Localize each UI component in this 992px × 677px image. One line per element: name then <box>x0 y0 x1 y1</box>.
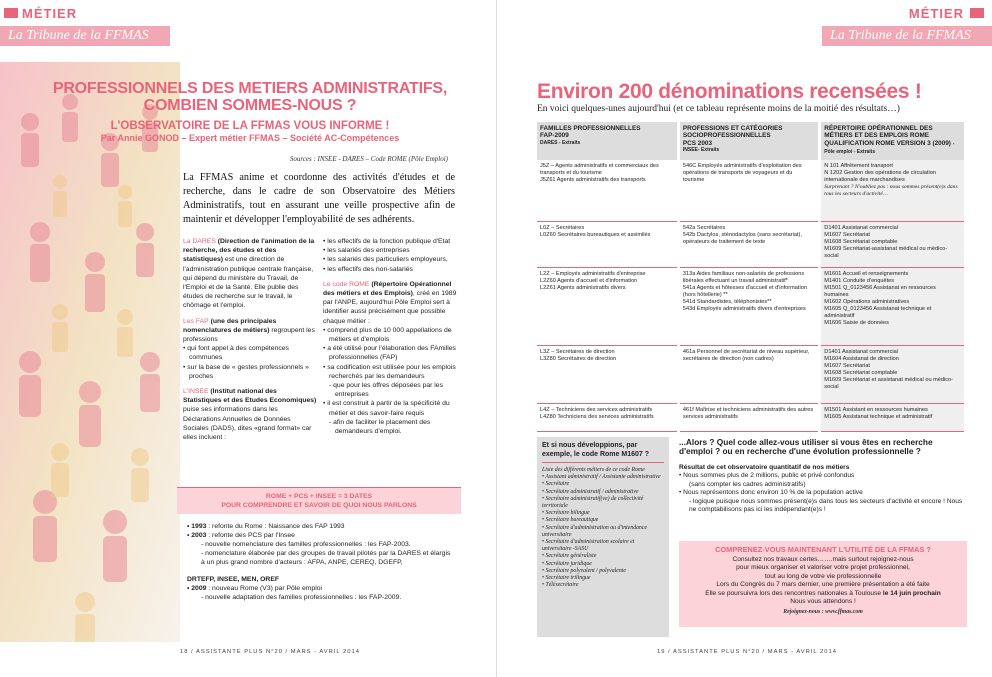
section-label: MÉTIER <box>22 6 78 21</box>
table-cell: L3Z – Secrétaires de direction L3Z80 Secrétaires de direction <box>537 346 678 404</box>
list-item: • Secrétaire d'administration scolaire et universitaire -SASU <box>542 539 635 553</box>
date-2003-detail: - nomenclature élaborée par des groupes de travail pilotés par la DARES et élargis à un plus grand nombre d'acteurs : AFPA, ANPE, CEREQ, DGEFP, <box>201 550 451 566</box>
dates-box <box>177 487 461 637</box>
table-row <box>537 404 966 432</box>
question-heading: ...Alors ? Quel code allez-vous utiliser si vous êtes en recherche d'emploi ? ou en recherche d'une évolution professionnelle ? <box>679 437 933 456</box>
table-cell: L2Z – Employés administratifs d'entreprise L2Z60 Agents d'accueil et d'information L2Z61 Agents administratifs divers <box>537 268 678 346</box>
table-cell: D1401 Assistanat commercial M1604 Assistanat de direction M1607 Secrétariat M1608 Secrétariat comptable M1609 Secrétariat et assistanat médical ou médico-social <box>820 346 966 404</box>
text-column-left <box>183 237 317 448</box>
list-item: • il est construit à partir de la spécificité du métier et des savoir-faire requis <box>323 400 450 417</box>
tribune-band: La Tribune de la FFMAS <box>822 26 992 46</box>
list-item: • les salariés des particuliers employeurs, <box>323 256 448 264</box>
list-item: • comprend plus de 10 000 appellations de métiers et d'emplois <box>323 326 452 344</box>
orgs-line: DRTEFP, INSEE, MEN, OREF <box>187 576 280 583</box>
text-column-right <box>323 237 457 436</box>
professions-table <box>537 122 967 432</box>
list-item: • Assistant administratif / Assistante administrative <box>542 474 661 481</box>
intro-paragraph: La FFMAS anime et coordonne des activités d'études et de recherche, dans le cadre de son Observatoire des Métiers Administratifs, tout en assurant une veille prospective afin de maintenir et développer l'employabilité de ses adhérents. <box>183 172 455 225</box>
list-item: • sur la base de « gestes professionnels » proches <box>183 363 309 380</box>
date-2003-detail: - nouvelle nomenclature des familles professionnelles : les FAP-2003. <box>201 541 411 548</box>
list-item: • les salariés des entreprises <box>323 247 410 255</box>
table-header-row <box>537 122 966 160</box>
date-2003: • 2003 : refonte des PCS par l'Insee <box>187 532 295 539</box>
callout-heading: COMPRENEZ-VOUS MAINTENANT L'UTILITÉ DE LA FFMAS ? <box>715 545 931 554</box>
article-title-block <box>40 80 460 143</box>
list-item: • Secrétaire généraliste <box>542 553 597 560</box>
rome-paragraph: Le code ROME (Répertoire Opérationnel des métiers et des Emplois), créé en 1989 par l'ANPE, aujourd'hui Pôle Emploi sert à identifier aussi précisément que possible chaque métier : <box>323 280 457 325</box>
fap-paragraph: Les FAP (une des principales nomenclatures de métiers) regroupent les professions <box>183 317 315 344</box>
sources-note: Sources : INSEE - DARES – Code ROME (Pôle Emploi) <box>289 155 448 163</box>
list-item: • sa codification est utilisée pour les emplois recherchés par les demandeurs <box>323 363 456 380</box>
article-title-line2: COMBIEN SOMMES-NOUS ? <box>143 97 357 114</box>
date-1993: • 1993 : refonte du Rome : Naissance des FAP 1993 <box>187 523 345 530</box>
table-cell: N 101 Affrètement transport N 1202 Gestion des opérations de circulation internationale des marchandises Surprenant ? N'oubliez pas : nous sommes présent(e)s dans tous les secteurs d'activité… <box>820 160 966 222</box>
list-item: • Secrétaire d'administration ou d'intendance universitaire <box>542 524 648 538</box>
table-row <box>537 346 966 404</box>
list-item: • Secrétaire administratif(ve) de collectivité territoriale <box>542 495 644 510</box>
table-cell: D1401 Assistanat commercial M1607 Secrétariat M1608 Secrétariat comptable M1609 Secrétariat-assistanat médical ou médico-social <box>820 222 966 268</box>
fap-list <box>183 344 317 381</box>
article-author: Par Annie GONOD – Expert métier FFMAS – Société AC-Compétences <box>100 133 400 143</box>
page-footer: 18 / ASSISTANTE PLUS N°20 / MARS - AVRIL 2014 <box>180 649 360 655</box>
list-item: • les effectifs de la fonction publique d'Etat <box>323 238 451 245</box>
article-title-line1: PROFESSIONNELS DES METIERS ADMINISTRATIFS, <box>52 80 448 97</box>
article-subtitle: L'OBSERVATOIRE DE LA FFMAS VOUS INFORME ! <box>110 120 390 132</box>
column-header: FAMILLES PROFESSIONNELLES FAP-2009 DARES - Extraits <box>537 122 678 160</box>
list-item: • qui font appel à des compétences communes <box>183 345 289 362</box>
list-item: • Secrétaire <box>542 481 570 488</box>
section-marker <box>4 8 18 18</box>
rome-list <box>323 326 457 436</box>
question-body: Résultat de cet observatoire quantitatif de nos métiers • Nous sommes plus de 2 millions, public et privé confondus (sans compter les cadres administratifs) • Nous représentons donc environ 10 % de la population active - logique puisque nous sommes présent(e)s dans tous les secteurs d'activité et encore ! Nous ne comptabilisons pas ici les indépendant(e)s ! <box>679 464 963 514</box>
section-label: MÉTIER <box>908 6 964 21</box>
list-item: • Télésecrétaire <box>542 582 579 589</box>
table-cell: J5Z – Agents administratifs et commerciaux des transports et du tourisme J5Z61 Agents administratifs des transports <box>537 160 678 222</box>
box-heading: Et si nous développions, par exemple, le code Rome M1607 ? <box>542 442 664 463</box>
decorative-paper-people-image <box>0 62 180 642</box>
tribune-band: La Tribune de la FFMAS <box>0 26 170 46</box>
table-cell: 461f Maîtrise et techniciens administratifs des autres services administratifs <box>678 404 819 432</box>
table-cell: 461a Personnel de secrétariat de niveau supérieur, secrétaires de direction (non cadres) <box>678 346 819 404</box>
insee-list <box>323 237 457 274</box>
table-cell: L0Z – Secrétaires L0Z60 Secrétaires bureautiques et assimilés <box>537 222 678 268</box>
list-item: • Secrétaire polyvalent / polyvalente <box>542 567 626 574</box>
right-page <box>496 0 992 677</box>
table-cell: 542a Secrétaires 542b Dactylos, sténodactylos (sans secrétariat), opérateurs de traitement de texte <box>678 222 819 268</box>
column-header: PROFESSIONS ET CATÉGORIES SOCIOPROFESSIONNELLES PCS 2003 INSEE- Extraits <box>678 122 819 160</box>
callout-body: Consultez nos travaux certes…….mais surtout rejoignez-nous pour mieux organiser et valoriser votre projet professionnel, tout au long de votre vie professionnelle Lors du Congrès du 7 mars dernier, une première présentation a été faite Elle se poursuivra lors des rencontres nationales à Toulouse le 14 juin prochain Nous vous attendons ! <box>705 556 941 606</box>
dates-heading: ROME + PCS + INSEE = 3 DATES POUR COMPRENDRE ET SAVOIR DE QUOI NOUS PARLONS <box>177 488 461 514</box>
table-row <box>537 268 966 346</box>
table-row <box>537 160 966 222</box>
list-item: • Secrétaire bureautique <box>542 517 599 524</box>
date-2009: • 2009 : nouveau Rome (V3) par Pôle emploi <box>187 585 322 592</box>
website-link[interactable]: Rejoignez-nous : www.ffmas.com <box>783 609 863 616</box>
question-block <box>679 438 967 514</box>
table-cell: 546C Employés administratifs d'exploitation des opérations de transports de voyageurs et du tourisme <box>678 160 819 222</box>
page-title: Environ 200 dénominations recensées ! <box>537 80 922 103</box>
list-item: - que pour les offres déposées par les entreprises <box>329 382 443 399</box>
table-cell: M1601 Accueil et renseignements M1401 Conduite d'enquêtes M1501 Q_0123456 Assistanat en ressources humaines M1602 Opérations administratives M1605 Q_0123456 Assistanat technique et administratif M1606 Saisie de données <box>820 268 966 346</box>
list-item: • a été utilisé pour l'élaboration des FAmilles professionnelles (FAP) <box>323 345 456 362</box>
date-2009-detail: - nouvelle adaptation des familles professionnelles : les FAP-2009. <box>201 594 402 601</box>
list-item: • Secrétaire trilingue <box>542 575 591 582</box>
list-item: • Secrétaire bilingue <box>542 510 590 517</box>
list-item: - afin de faciliter le placement des demandeurs d'emploi. <box>329 418 431 436</box>
page-subtitle: En voici quelques-unes aujourd'hui (et ce tableau représente moins de la moitié des résultats…) <box>537 104 900 114</box>
table-cell: 313a Aides familiaux non-salariés de professions libérales effectuant un travail administratif* 541a Agents et hôtesses d'accueil et d'information (hors hôtellerie) ** 541d Standardistes, téléphonistes** 543d Employés administratifs divers d'entreprises <box>678 268 819 346</box>
dates-body <box>177 514 461 610</box>
table-cell: M1501 Assistant en ressources humaines M1605 Assistanat technique et administratif <box>820 404 966 432</box>
ffmas-callout-box <box>679 541 967 627</box>
list-item: • les effectifs des non-salariés <box>323 265 413 273</box>
table-cell: L4Z – Techniciens des services administratifs L4Z80 Techniciens des services administratifs <box>537 404 678 432</box>
table-row <box>537 222 966 268</box>
rome-m1607-box <box>537 437 669 637</box>
box-intro: Liste des différents métiers de ce code Rome <box>542 467 645 473</box>
insee-paragraph: L'INSEE (Institut national des Statistiques et des Etudes Economiques) puise ses informations dans les Déclarations Annuelles de Données Sociales (DADS), dites «grand format» car elles incluent : <box>183 388 317 442</box>
column-header: RÉPERTOIRE OPÉRATIONNEL DES MÉTIERS ET DES EMPLOIS ROME QUALIFICATION ROME VERSION 3 (2009) - Pôle emploi - Extraits <box>820 122 966 160</box>
list-item: • Secrétaire administratif / administrative <box>542 488 639 495</box>
list-item: • Secrétaire juridique <box>542 560 592 567</box>
page-footer: 19 / ASSISTANTE PLUS N°20 / MARS - AVRIL 2014 <box>657 649 837 655</box>
section-marker <box>970 8 984 18</box>
dares-paragraph: La DARES (Direction de l'animation de la recherche, des études et des statistiques) est une direction de l'administration publique centrale française, qui dépend du ministère du Travail, de l'Emploi et de la Santé. Elle publie des études de recherche sur le travail, le chômage et l'emploi. <box>183 238 315 310</box>
